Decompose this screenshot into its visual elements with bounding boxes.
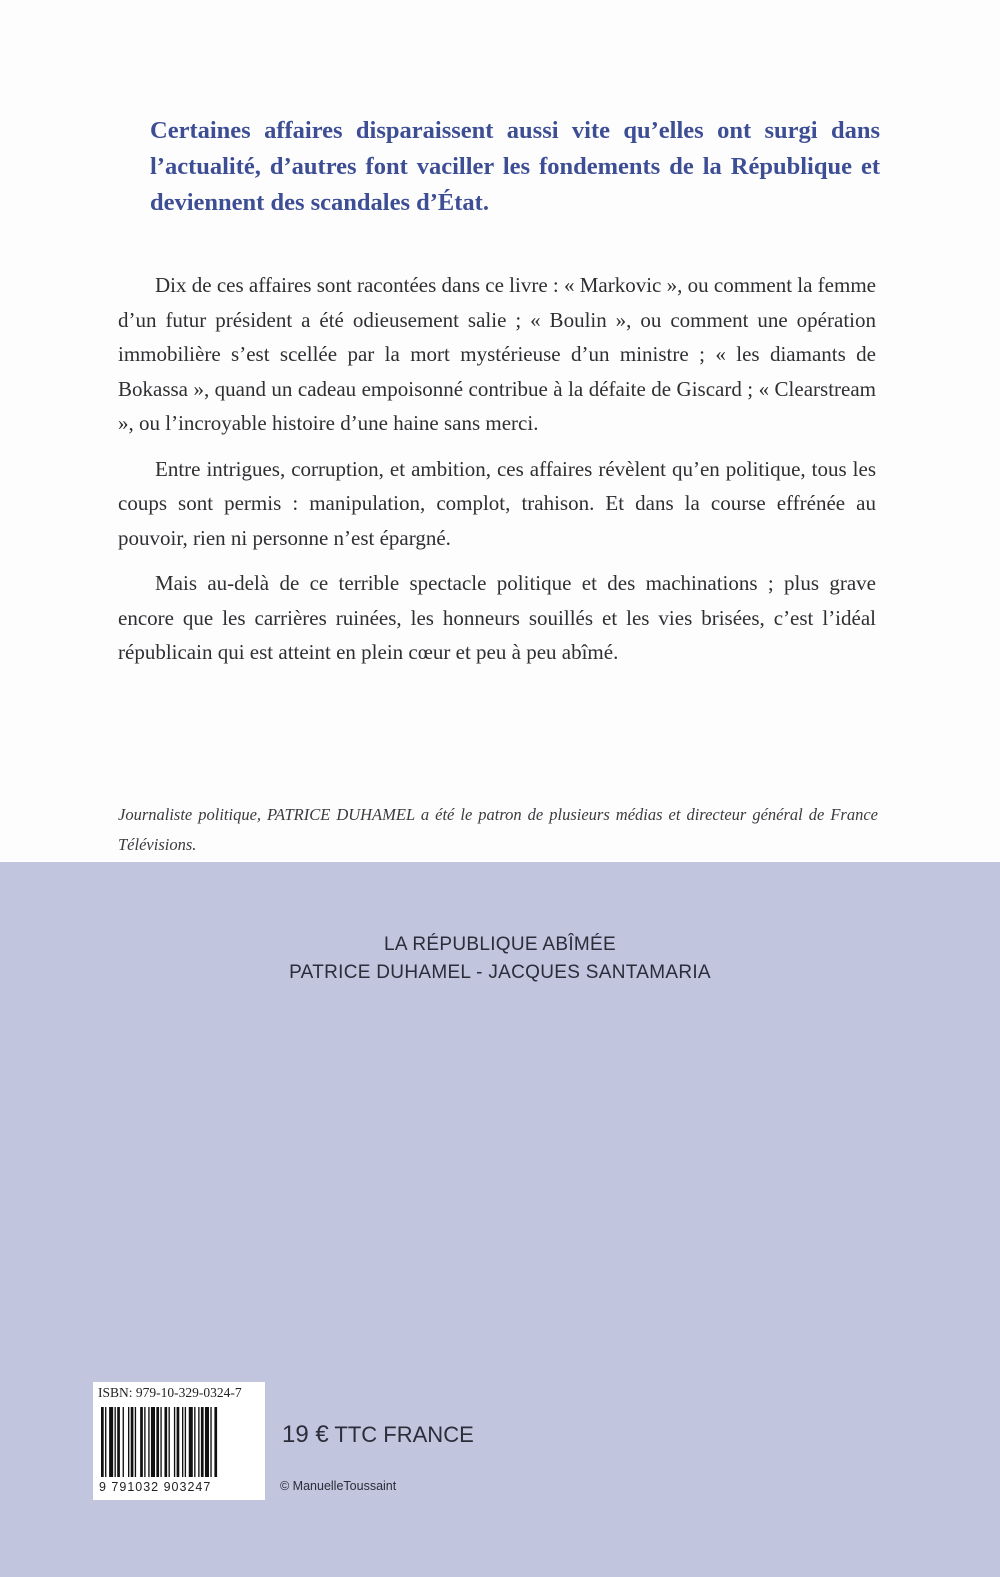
barcode-icon <box>99 1407 259 1479</box>
synopsis-paragraph: Dix de ces affaires sont racontées dans ce livre : « Markovic », ou comment la femme d’un futur président a été odieusement salie ; « Boulin », ou comment une opération immobilière s’est scellée par la mort mystérieuse d’un ministre ; « les diamants de Bokassa », quand un cadeau empoisonné contribue à la défaite de Giscard ; « Clearstream », ou l’incroyable histoire d’une haine sans merci. <box>118 273 876 435</box>
synopsis-paragraph: Mais au-delà de ce terrible spectacle politique et des machinations ; plus grave encore que les carrières ruinées, les honneurs souillés et les vies brisées, c’est l’idéal républicain qui est atteint en plein cœur et peu à peu abîmé. <box>118 571 876 664</box>
price-amount: 19 € <box>282 1421 329 1448</box>
synopsis-paragraph: Entre intrigues, corruption, et ambition, ces affaires révèlent qu’en politique, tous les coups sont permis : manipulation, complot, trahison. Et dans la course effrénée au pouvoir, rien ni personne n’est épargné. <box>118 456 876 550</box>
book-authors: PATRICE DUHAMEL - JACQUES SANTAMARIA <box>289 962 711 983</box>
book-title: LA RÉPUBLIQUE ABÎMÉE <box>384 934 616 955</box>
author-bio: Journaliste politique, PATRICE DUHAMEL a été le patron de plusieurs médias et directeur général de France Télévisions. <box>118 805 878 854</box>
price <box>282 1421 474 1449</box>
isbn-barcode-box <box>93 1382 265 1500</box>
synopsis <box>118 268 876 681</box>
barcode-digits: 9 791032 903247 <box>99 1480 212 1494</box>
price-suffix: TTC FRANCE <box>328 1422 474 1447</box>
photo-credit: © ManuelleToussaint <box>280 1479 397 1493</box>
headline: Certaines affaires disparaissent aussi vite qu’elles ont surgi dans l’actualité, d’autres font vaciller les fondements de la République et deviennent des scandales d’État. <box>150 117 880 216</box>
isbn-label: ISBN: 979-10-329-0324-7 <box>98 1385 242 1400</box>
